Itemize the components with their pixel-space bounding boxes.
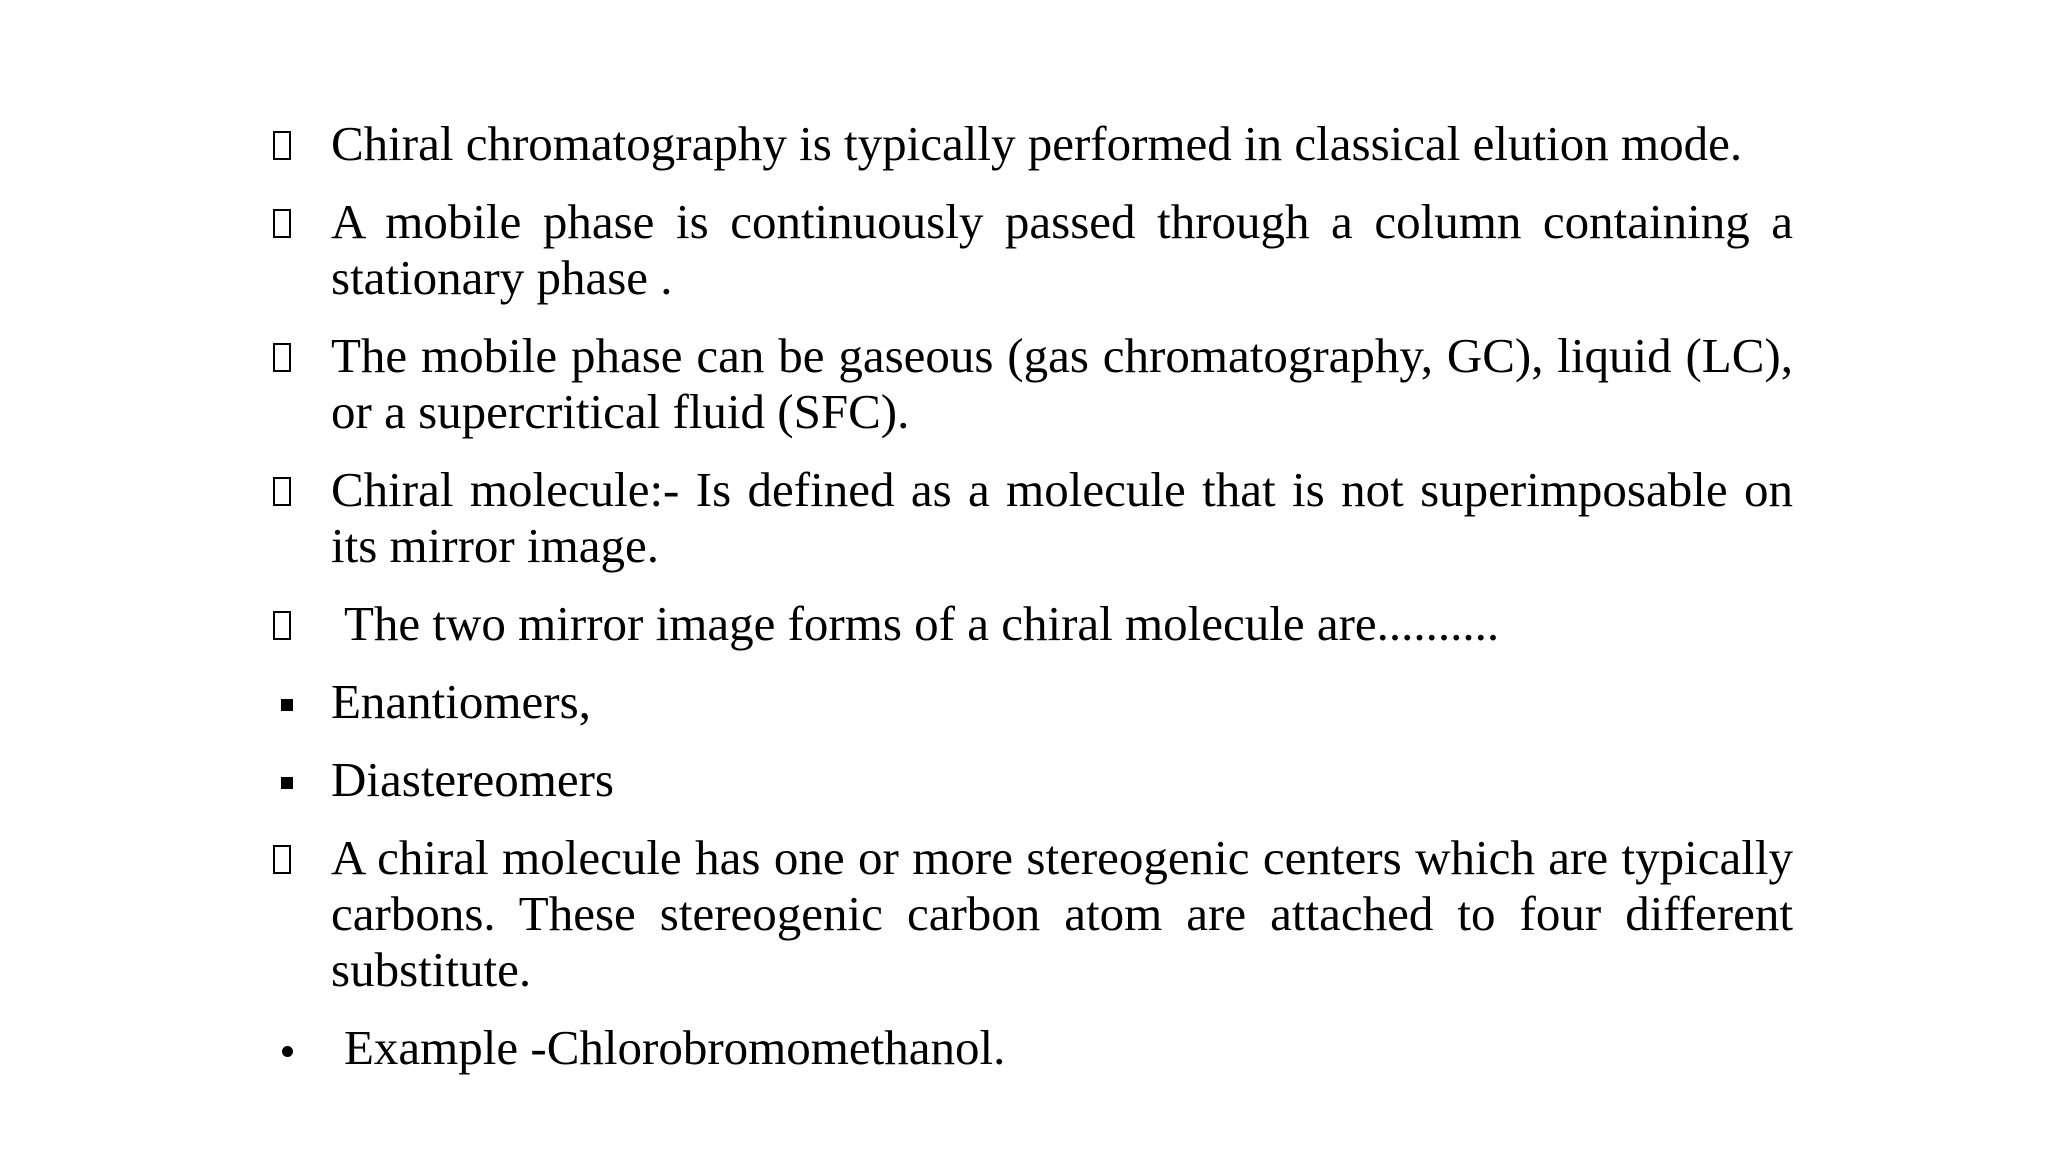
list-item — [266, 830, 1793, 998]
bullet-text: Chiral molecule:- Is defined as a molecule that is not superimposable on its mirror image. — [331, 462, 1793, 573]
dot-bullet-icon — [266, 1020, 306, 1076]
list-item — [266, 194, 1793, 306]
list-item — [266, 462, 1793, 574]
bullet-list — [266, 116, 1793, 1098]
bullet-text: A chiral molecule has one or more stereogenic centers which are typically carbons. These stereogenic carbon atom are attached to four different substitute. — [331, 830, 1793, 997]
box-icon — [266, 830, 306, 886]
list-item — [266, 328, 1793, 440]
box-icon — [266, 328, 306, 384]
box-icon — [266, 116, 306, 172]
list-item — [266, 596, 1793, 652]
list-item — [266, 1020, 1793, 1076]
box-icon — [266, 596, 306, 652]
bullet-text: Chiral chromatography is typically performed in classical elution mode. — [331, 116, 1743, 171]
square-bullet-icon — [266, 674, 306, 730]
list-item — [266, 116, 1793, 172]
bullet-text: Diastereomers — [331, 752, 614, 807]
bullet-text: The two mirror image forms of a chiral molecule are.......... — [344, 596, 1500, 651]
list-item — [266, 752, 1793, 808]
square-bullet-icon — [266, 752, 306, 808]
bullet-text: Example -Chlorobromomethanol. — [344, 1020, 1006, 1075]
bullet-text: A mobile phase is continuously passed through a column containing a stationary phase . — [331, 194, 1793, 305]
box-icon — [266, 194, 306, 250]
box-icon — [266, 462, 306, 518]
bullet-text: The mobile phase can be gaseous (gas chromatography, GC), liquid (LC), or a supercritical fluid (SFC). — [331, 328, 1793, 439]
bullet-text: Enantiomers, — [331, 674, 591, 729]
list-item — [266, 674, 1793, 730]
